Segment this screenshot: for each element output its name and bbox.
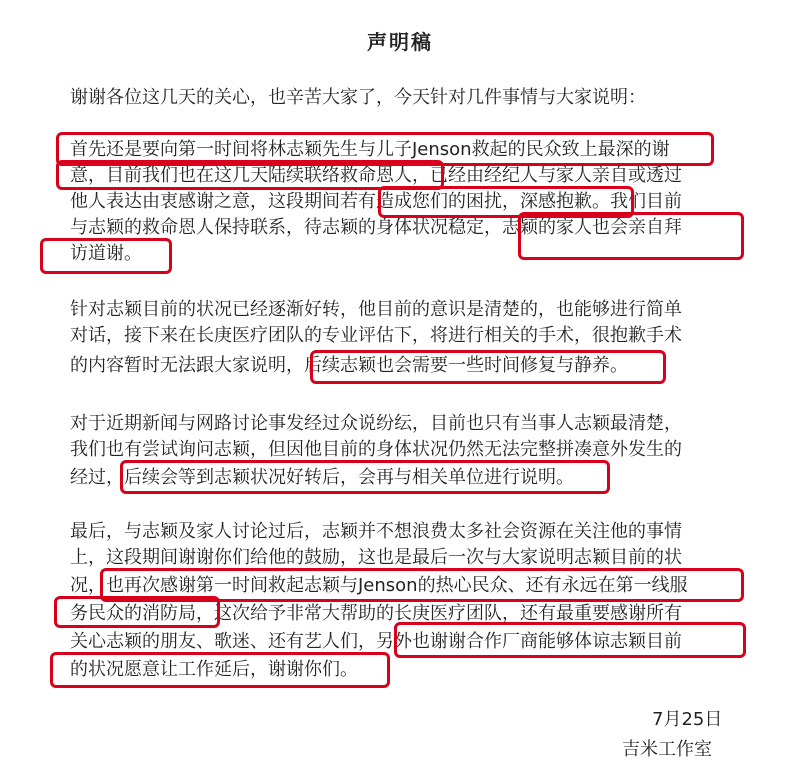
document-title: 声明稿 [367, 30, 433, 54]
paragraph-line: 对于近期新闻与网路讨论事发经过众说纷纭，目前也只有当事人志颖最清楚， [70, 413, 682, 434]
paragraph-line: 最后，与志颖及家人讨论过后，志颖并不想浪费太多社会资源在关注他的事情 [70, 521, 682, 542]
paragraph-line: 关心志颖的朋友、歌迷、还有艺人们，另外也谢谢合作厂商能够体谅志颖目前 [70, 631, 682, 652]
paragraph-line: 上，这段期间谢谢你们给他的鼓励，这也是最后一次与大家说明志颖目前的状 [70, 547, 682, 568]
intro-line: 谢谢各位这几天的关心，也辛苦大家了，今天针对几件事情与大家说明： [70, 87, 646, 108]
paragraph-line: 他人表达由衷感谢之意，这段期间若有造成您们的困扰，深感抱歉。我们目前 [70, 191, 682, 212]
paragraph-line: 的内容暂时无法跟大家说明，后续志颖也会需要一些时间修复与静养。 [70, 355, 628, 376]
paragraph-line: 况，也再次感谢第一时间救起志颖与Jenson的热心民众、还有永远在第一线服 [70, 575, 688, 596]
paragraph-line: 意，目前我们也在这几天陆续联络救命恩人，已经由经纪人与家人亲自或透过 [70, 165, 682, 186]
paragraph-line: 针对志颖目前的状况已经逐渐好转，他目前的意识是清楚的，也能够进行简单 [70, 299, 682, 320]
paragraph-line: 访道谢。 [70, 243, 142, 264]
paragraph-line: 务民众的消防局，这次给予非常大帮助的长庚医疗团队，还有最重要感谢所有 [70, 603, 682, 624]
signature-org: 吉米工作室 [622, 739, 712, 760]
paragraph-line: 首先还是要向第一时间将林志颖先生与儿子Jenson救起的民众致上最深的谢 [70, 139, 670, 160]
paragraph-line: 与志颖的救命恩人保持联系，待志颖的身体状况稳定，志颖的家人也会亲自拜 [70, 217, 682, 238]
paragraph-line: 经过，后续会等到志颖状况好转后，会再与相关单位进行说明。 [70, 467, 574, 488]
signature-date: 7月25日 [652, 709, 723, 730]
paragraph-line: 的状况愿意让工作延后，谢谢你们。 [70, 659, 358, 680]
paragraph-line: 我们也有尝试询问志颖，但因他目前的身体状况仍然无法完整拼凑意外发生的 [70, 439, 682, 460]
paragraph-line: 对话，接下来在长庚医疗团队的专业评估下，将进行相关的手术，很抱歉手术 [70, 325, 682, 346]
